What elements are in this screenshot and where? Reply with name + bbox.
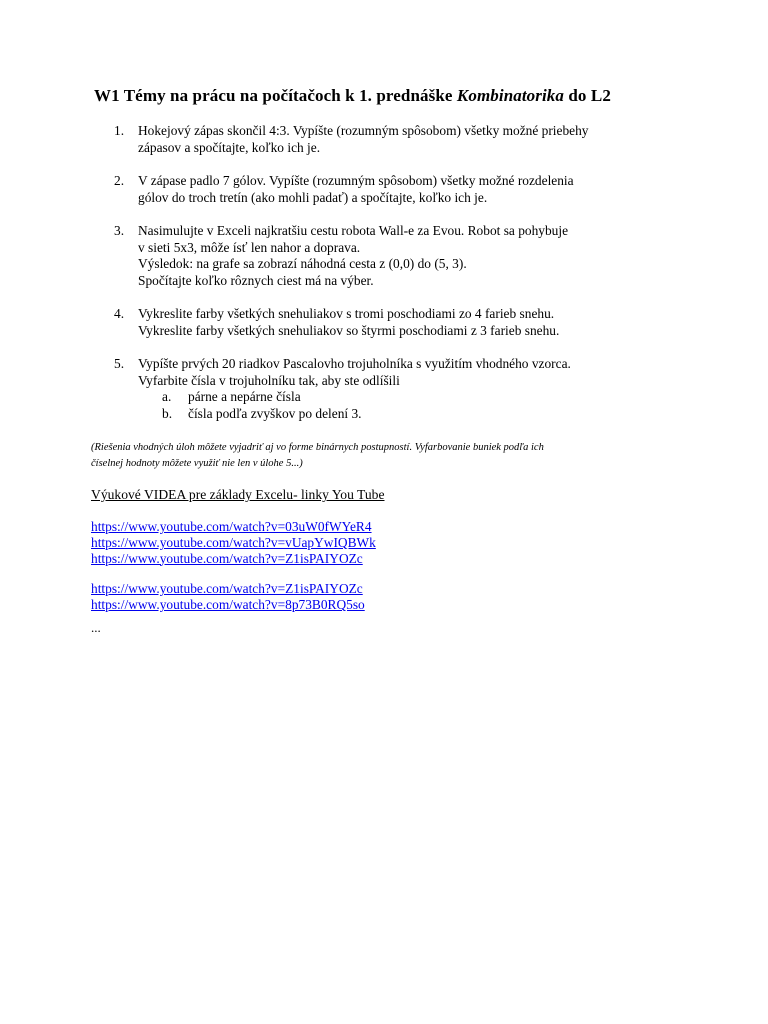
task-text-line: zápasov a spočítajte, koľko ich je. <box>138 139 321 155</box>
subtask-item <box>162 406 714 423</box>
link-item <box>91 581 376 597</box>
link-item <box>91 519 376 535</box>
link-item <box>91 597 376 613</box>
subtask-letter: b. <box>162 405 173 421</box>
task-item <box>114 173 714 206</box>
task-item <box>114 306 714 339</box>
task-number: 2. <box>114 173 125 188</box>
title-emphasis: Kombinatorika <box>456 86 565 105</box>
task-text-line: Hokejový zápas skončil 4:3. Vypíšte (rozumným spôsobom) všetky možné priebehy <box>138 123 589 138</box>
videos-heading: Výukové VIDEA pre základy Excelu- linky You Tube <box>91 487 385 502</box>
document-title <box>94 86 611 106</box>
solution-note <box>91 440 691 471</box>
link-item <box>91 551 376 567</box>
note-line: číselnej hodnoty môžete využiť nie len v úlohe 5...) <box>91 457 303 469</box>
task-item <box>114 223 714 289</box>
task-text-line: gólov do troch tretín (ako mohli padať) a spočítajte, koľko ich je. <box>138 189 488 205</box>
link-item <box>91 535 376 551</box>
subtask-letter: a. <box>162 389 172 404</box>
subtask-list <box>138 389 714 422</box>
task-text-line: Výsledok: na grafe sa zobrazí náhodná cesta z (0,0) do (5, 3). <box>138 256 467 271</box>
ellipsis-text: ... <box>91 620 101 635</box>
title-suffix: do L2 <box>568 86 611 105</box>
subtask-item <box>162 389 714 406</box>
youtube-link[interactable]: https://www.youtube.com/watch?v=8p73B0RQ5so <box>91 597 365 613</box>
title-prefix: W1 Témy na prácu na počítačoch k 1. prednáške <box>94 86 453 105</box>
youtube-link[interactable]: https://www.youtube.com/watch?v=Z1isPAIYOZc <box>91 550 363 566</box>
task-text-line: Spočítajte koľko rôznych ciest má na výber. <box>138 272 374 288</box>
youtube-link[interactable]: https://www.youtube.com/watch?v=Z1isPAIYOZc <box>91 581 363 597</box>
youtube-link[interactable]: https://www.youtube.com/watch?v=vUapYwIQBWk <box>91 534 376 550</box>
subtask-text: párne a nepárne čísla <box>188 389 301 404</box>
task-text-line: Vyfarbite čísla v trojuholníku tak, aby ste odlíšili <box>138 372 400 388</box>
task-number: 3. <box>114 223 125 238</box>
task-text-line: Nasimulujte v Exceli najkratšiu cestu robota Wall-e za Evou. Robot sa pohybuje <box>138 223 569 238</box>
task-text-line: v sieti 5x3, môže ísť len nahor a doprava. <box>138 239 361 255</box>
task-text-line: Vykreslite farby všetkých snehuliakov so štyrmi poschodiami z 3 farieb snehu. <box>138 322 560 338</box>
task-item <box>114 356 714 422</box>
task-item <box>114 123 714 156</box>
youtube-link[interactable]: https://www.youtube.com/watch?v=03uW0fWYeR4 <box>91 519 372 534</box>
note-line: (Riešenia vhodných úloh môžete vyjadriť aj vo forme binárnych postupností. Vyfarbovanie buniek podľa ich <box>91 442 544 453</box>
task-number: 1. <box>114 123 125 138</box>
subtask-text: čísla podľa zvyškov po delení 3. <box>188 405 362 421</box>
youtube-link-list <box>91 519 376 613</box>
task-text-line: Vypíšte prvých 20 riadkov Pascalovho trojuholníka s využitím vhodného vzorca. <box>138 356 571 371</box>
task-number: 4. <box>114 306 125 321</box>
task-list <box>114 123 714 439</box>
task-number: 5. <box>114 356 125 371</box>
task-text-line: V zápase padlo 7 gólov. Vypíšte (rozumným spôsobom) všetky možné rozdelenia <box>138 173 574 188</box>
task-text-line: Vykreslite farby všetkých snehuliakov s tromi poschodiami zo 4 farieb snehu. <box>138 306 555 321</box>
